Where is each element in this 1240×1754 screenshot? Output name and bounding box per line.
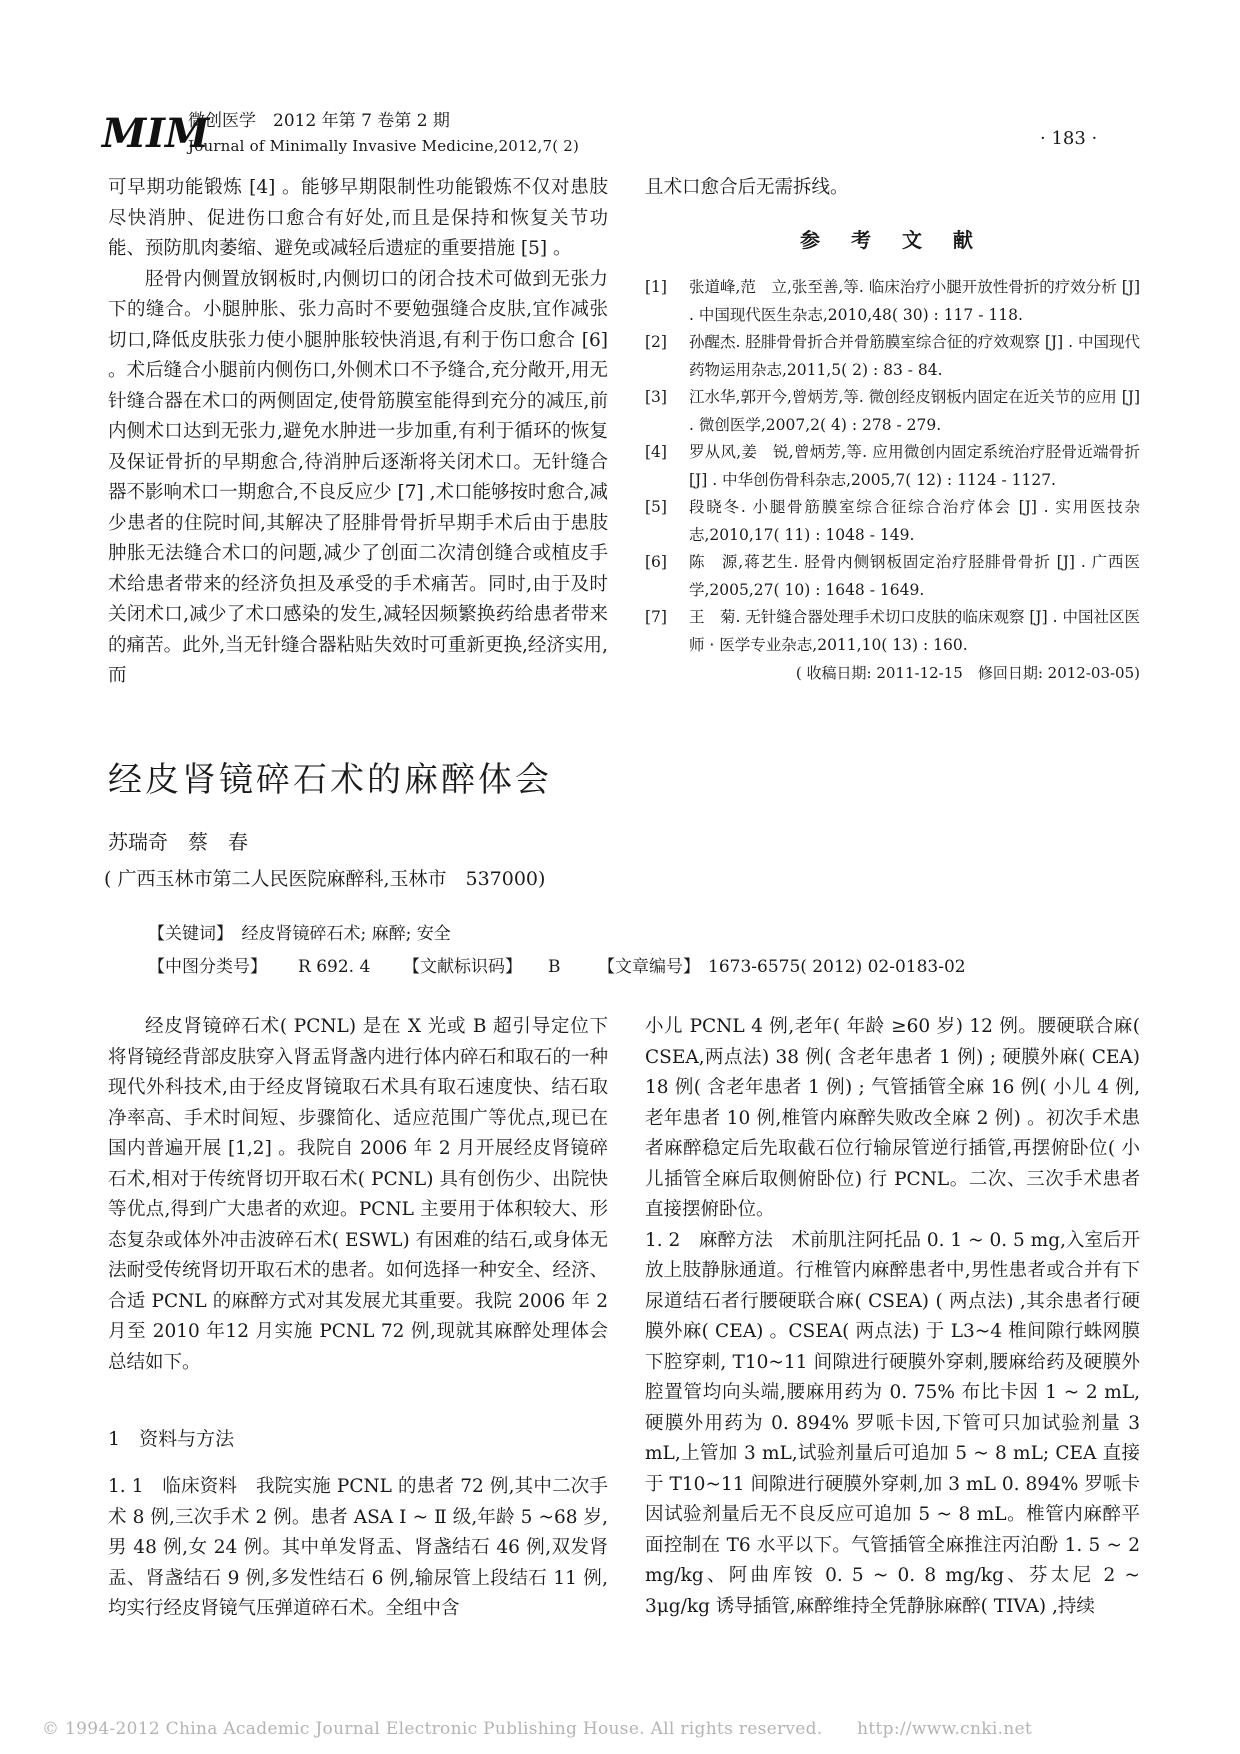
clinical-data-paragraph: 1. 1 临床资料 我院实施 PCNL 的患者 72 例,其中二次手术 8 例,三次手术 2 例。患者 ASA Ⅰ ~ Ⅱ 级,年龄 5 ~68 岁,男 48 例,女 24 例。其中单发肾盂、肾盏结石 46 例,双发肾盂、肾盏结石 9 例,多发性结石 6 例,输尿管上段结石 11 例,均实行经皮肾镜气压弹道碎石术。全组中含 (108, 1476, 608, 1619)
reference-list (645, 274, 1140, 685)
reference-item: [4] 罗从风,姜 锐,曾炳芳,等. 应用微创内固定系统治疗胫骨近端骨折 [J] . 中华创伤骨科杂志,2005,7( 12) : 1124 - 1127. (645, 443, 1140, 489)
reference-item: [6] 陈 源,蒋艺生. 胫骨内侧钢板固定治疗胫腓骨骨折 [J] . 广西医学,2005,27( 10) : 1648 - 1649. (645, 553, 1140, 599)
copyright-footer: © 1994-2012 China Academic Journal Electronic Publishing House. All rights reserved. http://www.cnki.net (42, 1719, 1033, 1739)
doc-code-value: B (548, 957, 561, 977)
prev-paragraph-2: 胫骨内侧置放钢板时,内侧切口的闭合技术可做到无张力下的缝合。小腿肿胀、张力高时不要勉强缝合皮肤,宜作减张切口,降低皮肤张力使小腿肿胀较快消退,有利于伤口愈合 [6] 。术后缝合小腿前内侧伤口,外侧术口不予缝合,充分敞开,用无针缝合器在术口的两侧固定,使骨筋膜室能得到充分的减压,前内侧术口达到无张力,避免水肿进一步加重,有利于循环的恢复及保证骨折的早期愈合,待消肿后逐渐将关闭术口。无针缝合器不影响术口一期愈合,不良反应少 [7] ,术口能够按时愈合,减少患者的住院时间,其解决了胫腓骨骨折早期手术后由于患肢肿胀无法缝合术口的问题,减少了创面二次清创缝合或植皮手术给患者带来的经济负担及承受的手术痛苦。同时,由于及时关闭术口,减少了术口感染的发生,减轻因频繁换药给患者带来的痛苦。此外,当无针缝合器粘贴失效时可重新更换,经济实用,而 (108, 268, 608, 686)
references-heading: 参 考 文 献 (800, 228, 985, 252)
received-dates: ( 收稿日期: 2011-12-15 修回日期: 2012-03-05) (795, 664, 1140, 682)
reference-item: [5] 段晓冬. 小腿骨筋膜室综合征综合治疗体会 [J] . 实用医技杂志,2010,17( 11) : 1048 - 149. (645, 498, 1140, 544)
logo-text: MIM (102, 110, 210, 157)
reference-item: [7] 王 菊. 无针缝合器处理手术切口皮肤的临床观察 [J] . 中国社区医师 · 医学专业杂志,2011,10( 13) : 160. (645, 608, 1140, 654)
reference-item: [1] 张道峰,范 立,张至善,等. 临床治疗小腿开放性骨折的疗效分析 [J] . 中国现代医生杂志,2010,48( 30) : 117 - 118. (645, 278, 1140, 324)
prev-article-left-column (108, 173, 608, 692)
intro-paragraph: 经皮肾镜碎石术( PCNL) 是在 X 光或 B 超引导定位下将肾镜经背部皮肤穿入肾盂肾盏内进行体内碎石和取石的一种现代外科技术,由于经皮肾镜取石术具有取石速度快、结石取净率高、手术时间短、步骤简化、适应范围广等优点,现已在国内普遍开展 [1,2] 。我院自 2006 年 2 月开展经皮肾镜碎石术,相对于传统肾切开取石术( PCNL) 具有创伤少、出院快等优点,得到广大患者的欢迎。PCNL 主要用于体积较大、形态复杂或体外冲击波碎石术( ESWL) 有困难的结石,或身体无法耐受传统肾切开取石术的患者。如何选择一种安全、经济、合适 PCNL 的麻醉方式对其发展尤其重要。我院 2006 年 2 月至 2010 年12 月实施 PCNL 72 例,现就其麻醉处理体会总结如下。 (108, 1016, 608, 1373)
article-authors: 苏瑞奇 蔡 春 (108, 830, 248, 854)
classification-line (148, 952, 966, 977)
article-affiliation: ( 广西玉林市第二人民医院麻醉科,玉林市 537000) (104, 868, 546, 890)
keywords: 【关键词】 经皮肾镜碎石术; 麻醉; 安全 (148, 924, 451, 944)
reference-item: [2] 孙醒杰. 胫腓骨骨折合并骨筋膜室综合征的疗效观察 [J] . 中国现代药物运用杂志,2011,5( 2) : 83 - 84. (645, 333, 1140, 379)
doc-code-label: 【文献标识码】 (403, 957, 522, 977)
journal-title-cn: 微创医学 2012 年第 7 卷第 2 期 (188, 111, 450, 131)
article-title: 经皮肾镜碎石术的麻醉体会 (108, 760, 552, 800)
class-label: 【中图分类号】 (148, 957, 267, 977)
page-number: · 183 · (1040, 128, 1098, 149)
anesthesia-method-paragraph: 1. 2 麻醉方法 术前肌注阿托品 0. 1 ~ 0. 5 mg,入室后开放上肢静脉通道。行椎管内麻醉患者中,男性患者或合并有下尿道结石者行腰硬联合麻( CSEA) ( 两点法) ,其余患者行硬膜外麻( CEA) 。CSEA( 两点法) 于 L3~4 椎间隙行蛛网膜下腔穿刺, T10~11 间隙进行硬膜外穿刺,腰麻给药及硬膜外腔置管均向头端,腰麻用药为 0. 75% 布比卡因 1 ~ 2 mL,硬膜外用药为 0. 894% 罗哌卡因,下管可只加试验剂量 3 mL,上管加 3 mL,试验剂量后可追加 5 ~ 8 mL; CEA 直接于 T10~11 间隙进行硬膜外穿刺,加 3 mL 0. 894% 罗哌卡因试验剂量后无不良反应可追加 5 ~ 8 mL。椎管内麻醉平面控制在 T6 水平以下。气管插管全麻推注丙泊酚 1. 5 ~ 2 mg/kg、阿曲库铵 0. 5 ~ 0. 8 mg/kg、芬太尼 2 ~ 3μg/kg 诱导插管,麻醉维持全凭静脉麻醉( TIVA) ,持续 (645, 1229, 1140, 1617)
class-value: R 692. 4 (298, 957, 371, 977)
article-number-label: 【文章编号】 (598, 957, 700, 977)
section-heading: 1 资料与方法 (108, 1428, 235, 1450)
clinical-data-continued: 小儿 PCNL 4 例,老年( 年龄 ≥60 岁) 12 例。腰硬联合麻( CSEA,两点法) 38 例( 含老年患者 1 例) ; 硬膜外麻( CEA) 18 例( 含老年患者 1 例) ; 气管插管全麻 16 例( 小儿 4 例,老年患者 10 例,椎管内麻醉失败改全麻 2 例) 。初次手术患者麻醉稳定后先取截石位行输尿管逆行插管,再摆俯卧位( 小儿插管全麻后取侧俯卧位) 行 PCNL。二次、三次手术患者直接摆俯卧位。 (645, 1016, 1140, 1220)
journal-title-en: Journal of Minimally Invasive Medicine,2012,7( 2) (188, 137, 580, 155)
reference-item: [3] 江水华,郭开今,曾炳芳,等. 微创经皮钢板内固定在近关节的应用 [J] . 微创医学,2007,2( 4) : 278 - 279. (645, 388, 1140, 434)
journal-logo (100, 103, 210, 157)
prev-paragraph-1: 可早期功能锻炼 [4] 。能够早期限制性功能锻炼不仅对患肢尽快消肿、促进伤口愈合有好处,而且是保持和恢复关节功能、预防肌肉萎缩、避免或减轻后遗症的重要措施 [5] 。 (108, 177, 608, 259)
article-number-value: 1673-6575( 2012) 02-0183-02 (708, 957, 966, 977)
prev-paragraph-end: 且术口愈合后无需拆线。 (645, 177, 849, 198)
